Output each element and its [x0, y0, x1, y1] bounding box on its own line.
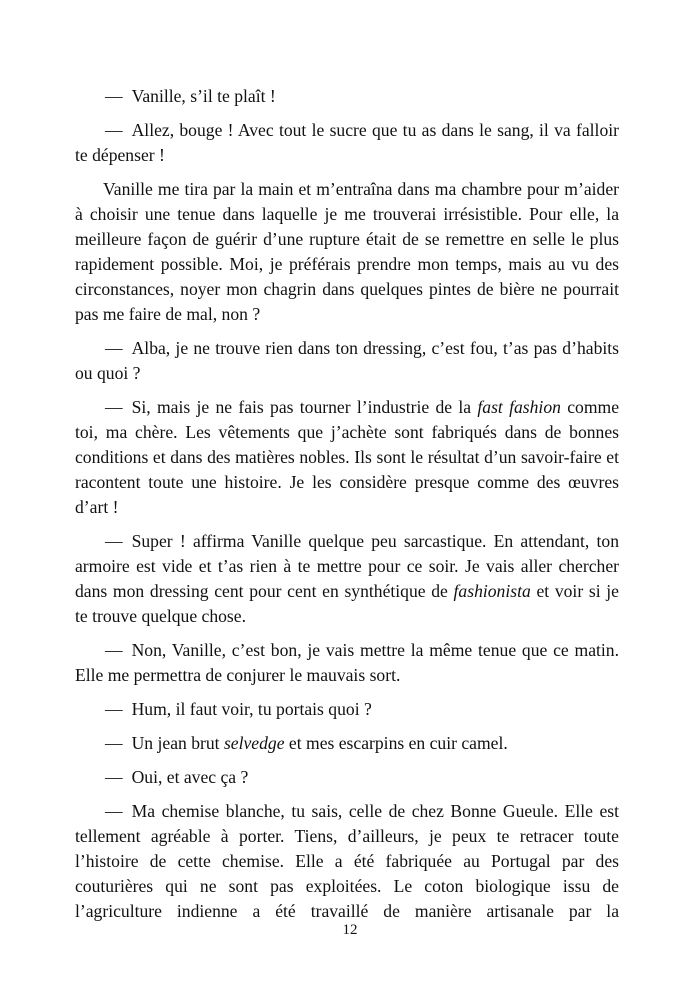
- dialogue-paragraph: [75, 731, 619, 756]
- page-number: 12: [342, 922, 358, 938]
- dialogue-dash: —: [105, 120, 123, 140]
- dialogue-paragraph: [75, 336, 619, 386]
- narrative-paragraph: [75, 177, 619, 327]
- italic-text: fast fashion: [477, 397, 561, 417]
- dialogue-dash: —: [105, 801, 123, 821]
- dialogue-paragraph: [75, 799, 619, 924]
- dialogue-dash: —: [105, 338, 123, 358]
- dialogue-paragraph: [75, 529, 619, 629]
- dialogue-paragraph: [75, 765, 619, 790]
- text-segment: comme toi, ma chère. Les vêtements que j’achète sont fabriqués dans de bonnes conditions et dans des matières nobles. Ils sont le résultat d’un savoir-faire et racontent toute une histoire. Je les considère presque comme des œuvres d’art !: [75, 397, 619, 517]
- text-segment: Oui, et avec ça ?: [131, 767, 249, 787]
- dialogue-dash: —: [105, 531, 123, 551]
- dialogue-paragraph: [75, 118, 619, 168]
- text-segment: Super ! affirma Vanille quelque peu sarcastique. En attendant, ton armoire est vide et t’as rien à te mettre pour ce soir. Je vais aller chercher dans mon dressing cent pour cent en synthétique de: [75, 531, 619, 601]
- italic-text: selvedge: [223, 733, 285, 753]
- dialogue-dash: —: [105, 699, 123, 719]
- dialogue-paragraph: [75, 84, 619, 109]
- text-segment: Allez, bouge ! Avec tout le sucre que tu as dans le sang, il va falloir te dépenser !: [75, 120, 619, 165]
- dialogue-paragraph: [75, 638, 619, 688]
- text-segment: Non, Vanille, c’est bon, je vais mettre la même tenue que ce matin. Elle me permettra de conjurer le mauvais sort.: [75, 640, 619, 685]
- dialogue-dash: —: [105, 397, 123, 417]
- text-segment: Vanille, s’il te plaît !: [131, 86, 276, 106]
- text-segment: et mes escarpins en cuir camel.: [284, 733, 508, 753]
- text-segment: Vanille me tira par la main et m’entraîna dans ma chambre pour m’aider à choisir une tenue dans laquelle je me trouverai irrésistible. Pour elle, la meilleure façon de guérir d’une rupture était de se remettre en selle le plus rapidement possible. Moi, je préférais prendre mon temps, mais au vu des circonstances, noyer mon chagrin dans quelques pintes de bière ne pourrait pas me faire de mal, non ?: [75, 179, 619, 324]
- dialogue-dash: —: [105, 640, 123, 660]
- dialogue-dash: —: [105, 86, 123, 106]
- text-segment: Ma chemise blanche, tu sais, celle de chez Bonne Gueule. Elle est tellement agréable à porter. Tiens, d’ailleurs, je peux te retracer toute l’histoire de cette chemise. Elle a été fabriquée au Portugal par des couturières qui ne sont pas exploitées. Le coton biologique issu de l’agriculture indienne a été travaillé de manière artisanale par la: [75, 801, 619, 921]
- dialogue-paragraph: [75, 697, 619, 722]
- text-segment: Si, mais je ne fais pas tourner l’industrie de la: [131, 397, 478, 417]
- italic-text: fashionista: [453, 581, 531, 601]
- dialogue-dash: —: [105, 733, 123, 753]
- text-segment: Alba, je ne trouve rien dans ton dressing, c’est fou, t’as pas d’habits ou quoi ?: [75, 338, 619, 383]
- dialogue-paragraph: [75, 395, 619, 520]
- text-segment: Un jean brut: [131, 733, 224, 753]
- dialogue-dash: —: [105, 767, 123, 787]
- text-segment: Hum, il faut voir, tu portais quoi ?: [131, 699, 372, 719]
- text-segment: et voir si je te trouve quelque chose.: [75, 581, 619, 626]
- page-body: [75, 84, 619, 933]
